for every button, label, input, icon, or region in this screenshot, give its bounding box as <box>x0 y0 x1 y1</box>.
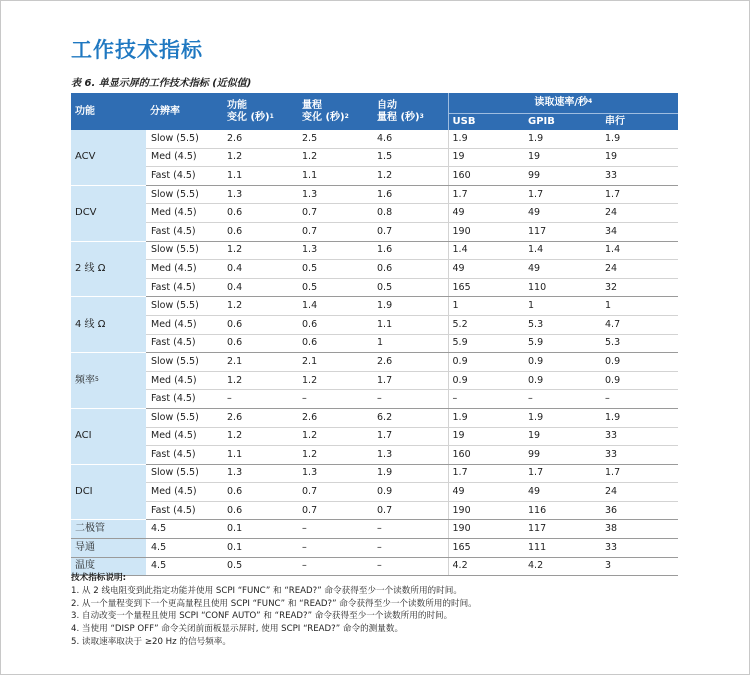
resolution-cell: Slow (5.5) <box>146 241 223 260</box>
usb-cell: 1.9 <box>448 130 524 148</box>
gpib-cell: 49 <box>524 483 601 502</box>
func-change-cell: 1.2 <box>223 297 298 316</box>
usb-cell: 5.2 <box>448 315 524 334</box>
serial-cell: 33 <box>601 427 678 446</box>
note-item: 3. 自动改变一个量程且使用 SCPI “CONF AUTO” 和 “READ?” 命令获得至少一个读数所用的时间。 <box>71 611 453 622</box>
table-row <box>71 408 678 427</box>
range-change-cell: – <box>298 520 373 539</box>
auto-range-cell: 1.6 <box>373 185 448 204</box>
gpib-cell: 0.9 <box>524 353 601 372</box>
serial-cell: 34 <box>601 222 678 241</box>
resolution-cell: Fast (4.5) <box>146 334 223 353</box>
func-change-cell: 0.6 <box>223 483 298 502</box>
serial-cell: 33 <box>601 446 678 465</box>
serial-cell: 32 <box>601 278 678 297</box>
serial-cell: 33 <box>601 539 678 558</box>
table-row <box>71 315 678 334</box>
table-row <box>71 483 678 502</box>
usb-cell: 0.9 <box>448 353 524 372</box>
auto-range-cell: 1.2 <box>373 167 448 186</box>
resolution-cell: Slow (5.5) <box>146 297 223 316</box>
serial-cell: 0.9 <box>601 353 678 372</box>
header-function: 功能 <box>71 93 146 130</box>
usb-cell: 1.9 <box>448 408 524 427</box>
table-row <box>71 167 678 186</box>
func-change-cell: 1.2 <box>223 427 298 446</box>
table-row <box>71 260 678 279</box>
gpib-cell: 111 <box>524 539 601 558</box>
range-change-cell: 1.2 <box>298 446 373 465</box>
range-change-cell: 1.3 <box>298 464 373 483</box>
func-change-cell: 2.1 <box>223 353 298 372</box>
table-row <box>71 130 678 148</box>
func-change-cell: 0.4 <box>223 260 298 279</box>
table-row <box>71 539 678 558</box>
resolution-cell: Fast (4.5) <box>146 501 223 520</box>
func-change-cell: 2.6 <box>223 408 298 427</box>
resolution-cell: Fast (4.5) <box>146 390 223 409</box>
usb-cell: 49 <box>448 204 524 223</box>
serial-cell: 24 <box>601 483 678 502</box>
header-serial: 串行 <box>601 114 678 131</box>
resolution-cell: Fast (4.5) <box>146 446 223 465</box>
serial-cell: – <box>601 390 678 409</box>
range-change-cell: 2.1 <box>298 353 373 372</box>
gpib-cell: 117 <box>524 222 601 241</box>
gpib-cell: 99 <box>524 167 601 186</box>
gpib-cell: 19 <box>524 427 601 446</box>
func-change-cell: 2.6 <box>223 130 298 148</box>
usb-cell: 190 <box>448 501 524 520</box>
usb-cell: 5.9 <box>448 334 524 353</box>
function-cell: DCI <box>71 464 146 520</box>
table-row <box>71 501 678 520</box>
table-row <box>71 278 678 297</box>
auto-range-cell: 1.3 <box>373 446 448 465</box>
header-gpib: GPIB <box>524 114 601 131</box>
usb-cell: 190 <box>448 222 524 241</box>
auto-range-cell: 1.5 <box>373 148 448 167</box>
header-usb: USB <box>448 114 524 131</box>
gpib-cell: – <box>524 390 601 409</box>
serial-cell: 36 <box>601 501 678 520</box>
gpib-cell: 0.9 <box>524 371 601 390</box>
usb-cell: – <box>448 390 524 409</box>
function-cell: 频率$^5$ <box>71 353 146 409</box>
header-auto-range: 自动 量程 (秒)$^3$ <box>373 93 448 130</box>
table-row <box>71 148 678 167</box>
range-change-cell: 0.7 <box>298 222 373 241</box>
function-cell: DCV <box>71 185 146 241</box>
table-row <box>71 464 678 483</box>
function-cell: ACI <box>71 408 146 464</box>
range-change-cell: – <box>298 390 373 409</box>
table-caption: 表 6. 单显示屏的工作技术指标 (近似值) <box>71 78 252 89</box>
usb-cell: 49 <box>448 483 524 502</box>
range-change-cell: 0.7 <box>298 483 373 502</box>
serial-cell: 19 <box>601 148 678 167</box>
usb-cell: 190 <box>448 520 524 539</box>
func-change-cell: 1.1 <box>223 167 298 186</box>
gpib-cell: 1 <box>524 297 601 316</box>
function-cell: 4 线 Ω <box>71 297 146 353</box>
auto-range-cell: 1.9 <box>373 464 448 483</box>
range-change-cell: 2.6 <box>298 408 373 427</box>
usb-cell: 1 <box>448 297 524 316</box>
header-resolution: 分辨率 <box>146 93 223 130</box>
range-change-cell: 0.7 <box>298 501 373 520</box>
resolution-cell: Med (4.5) <box>146 148 223 167</box>
range-change-cell: 1.2 <box>298 427 373 446</box>
usb-cell: 1.7 <box>448 464 524 483</box>
function-cell: 温度 <box>71 557 146 576</box>
table-row <box>71 297 678 316</box>
range-change-cell: 2.5 <box>298 130 373 148</box>
resolution-cell: Slow (5.5) <box>146 408 223 427</box>
gpib-cell: 5.3 <box>524 315 601 334</box>
func-change-cell: 0.6 <box>223 204 298 223</box>
resolution-cell: Fast (4.5) <box>146 222 223 241</box>
gpib-cell: 117 <box>524 520 601 539</box>
spec-table <box>71 93 678 576</box>
function-cell: 2 线 Ω <box>71 241 146 297</box>
resolution-cell: Med (4.5) <box>146 427 223 446</box>
serial-cell: 4.7 <box>601 315 678 334</box>
gpib-cell: 49 <box>524 204 601 223</box>
resolution-cell: Slow (5.5) <box>146 464 223 483</box>
func-change-cell: 0.1 <box>223 520 298 539</box>
gpib-cell: 1.9 <box>524 408 601 427</box>
header-range-change: 量程 变化 (秒)$^2$ <box>298 93 373 130</box>
page-title: 工作技术指标 <box>71 38 203 62</box>
gpib-cell: 116 <box>524 501 601 520</box>
table-row <box>71 390 678 409</box>
usb-cell: 0.9 <box>448 371 524 390</box>
resolution-cell: Fast (4.5) <box>146 167 223 186</box>
range-change-cell: 0.7 <box>298 204 373 223</box>
usb-cell: 165 <box>448 278 524 297</box>
auto-range-cell: 2.6 <box>373 353 448 372</box>
serial-cell: 3 <box>601 557 678 576</box>
func-change-cell: 1.2 <box>223 148 298 167</box>
gpib-cell: 110 <box>524 278 601 297</box>
auto-range-cell: – <box>373 557 448 576</box>
gpib-cell: 1.4 <box>524 241 601 260</box>
range-change-cell: 0.6 <box>298 334 373 353</box>
func-change-cell: 0.4 <box>223 278 298 297</box>
serial-cell: 0.9 <box>601 371 678 390</box>
note-item: 1. 从 2 线电阻变到此指定功能并使用 SCPI “FUNC” 和 “READ?” 命令获得至少一个读数所用的时间。 <box>71 585 462 596</box>
function-cell: 导通 <box>71 539 146 558</box>
table-row <box>71 371 678 390</box>
usb-cell: 4.2 <box>448 557 524 576</box>
auto-range-cell: – <box>373 539 448 558</box>
range-change-cell: 0.5 <box>298 278 373 297</box>
table-row <box>71 427 678 446</box>
serial-cell: 1 <box>601 297 678 316</box>
usb-cell: 160 <box>448 167 524 186</box>
auto-range-cell: 0.8 <box>373 204 448 223</box>
serial-cell: 1.4 <box>601 241 678 260</box>
resolution-cell: Med (4.5) <box>146 315 223 334</box>
func-change-cell: 0.6 <box>223 222 298 241</box>
table-row <box>71 222 678 241</box>
resolution-cell: Med (4.5) <box>146 204 223 223</box>
usb-cell: 19 <box>448 148 524 167</box>
note-item: 5. 读取速率取决于 ≥20 Hz 的信号频率。 <box>71 636 231 647</box>
table-row <box>71 204 678 223</box>
gpib-cell: 1.7 <box>524 185 601 204</box>
resolution-cell: 4.5 <box>146 520 223 539</box>
serial-cell: 1.7 <box>601 464 678 483</box>
table-row <box>71 353 678 372</box>
func-change-cell: 0.6 <box>223 334 298 353</box>
range-change-cell: 0.6 <box>298 315 373 334</box>
range-change-cell: – <box>298 539 373 558</box>
usb-cell: 1.4 <box>448 241 524 260</box>
gpib-cell: 5.9 <box>524 334 601 353</box>
auto-range-cell: 1.1 <box>373 315 448 334</box>
serial-cell: 1.9 <box>601 130 678 148</box>
function-cell: ACV <box>71 130 146 185</box>
resolution-cell: Med (4.5) <box>146 260 223 279</box>
serial-cell: 38 <box>601 520 678 539</box>
serial-cell: 33 <box>601 167 678 186</box>
resolution-cell: 4.5 <box>146 557 223 576</box>
usb-cell: 1.7 <box>448 185 524 204</box>
usb-cell: 160 <box>448 446 524 465</box>
serial-cell: 5.3 <box>601 334 678 353</box>
func-change-cell: 0.6 <box>223 501 298 520</box>
note-item: 4. 当使用 “DISP OFF” 命令关闭前面板显示屏时, 使用 SCPI “READ?” 命令的测量数。 <box>71 624 404 635</box>
range-change-cell: 1.3 <box>298 241 373 260</box>
gpib-cell: 19 <box>524 148 601 167</box>
auto-range-cell: 0.7 <box>373 222 448 241</box>
notes-title: 技术指标说明: <box>71 573 126 583</box>
note-item: 2. 从一个量程变到下一个更高量程且使用 SCPI “FUNC” 和 “READ?” 命令获得至少一个读数所用的时间。 <box>71 598 477 609</box>
auto-range-cell: 4.6 <box>373 130 448 148</box>
usb-cell: 165 <box>448 539 524 558</box>
func-change-cell: 1.3 <box>223 464 298 483</box>
function-cell: 二极管 <box>71 520 146 539</box>
range-change-cell: 1.1 <box>298 167 373 186</box>
serial-cell: 1.7 <box>601 185 678 204</box>
auto-range-cell: – <box>373 520 448 539</box>
serial-cell: 24 <box>601 260 678 279</box>
range-change-cell: 1.4 <box>298 297 373 316</box>
gpib-cell: 1.7 <box>524 464 601 483</box>
auto-range-cell: 0.6 <box>373 260 448 279</box>
func-change-cell: 1.2 <box>223 241 298 260</box>
func-change-cell: – <box>223 390 298 409</box>
auto-range-cell: 1.7 <box>373 427 448 446</box>
usb-cell: 19 <box>448 427 524 446</box>
table-row <box>71 241 678 260</box>
range-change-cell: 1.2 <box>298 371 373 390</box>
range-change-cell: 1.3 <box>298 185 373 204</box>
header-reading-rate: 读取速率/秒$^4$ <box>448 93 678 114</box>
resolution-cell: 4.5 <box>146 539 223 558</box>
table-row <box>71 446 678 465</box>
serial-cell: 24 <box>601 204 678 223</box>
resolution-cell: Slow (5.5) <box>146 353 223 372</box>
table-row <box>71 520 678 539</box>
func-change-cell: 1.1 <box>223 446 298 465</box>
auto-range-cell: 1.6 <box>373 241 448 260</box>
resolution-cell: Med (4.5) <box>146 371 223 390</box>
resolution-cell: Med (4.5) <box>146 483 223 502</box>
header-func-change: 功能 变化 (秒)$^1$ <box>223 93 298 130</box>
range-change-cell: 1.2 <box>298 148 373 167</box>
spec-notes <box>71 572 691 649</box>
resolution-cell: Fast (4.5) <box>146 278 223 297</box>
resolution-cell: Slow (5.5) <box>146 185 223 204</box>
range-change-cell: – <box>298 557 373 576</box>
gpib-cell: 99 <box>524 446 601 465</box>
auto-range-cell: – <box>373 390 448 409</box>
auto-range-cell: 6.2 <box>373 408 448 427</box>
auto-range-cell: 1.7 <box>373 371 448 390</box>
spec-table-body <box>71 130 678 576</box>
usb-cell: 49 <box>448 260 524 279</box>
func-change-cell: 1.3 <box>223 185 298 204</box>
func-change-cell: 1.2 <box>223 371 298 390</box>
serial-cell: 1.9 <box>601 408 678 427</box>
gpib-cell: 4.2 <box>524 557 601 576</box>
func-change-cell: 0.6 <box>223 315 298 334</box>
gpib-cell: 49 <box>524 260 601 279</box>
func-change-cell: 0.1 <box>223 539 298 558</box>
auto-range-cell: 0.5 <box>373 278 448 297</box>
table-row <box>71 185 678 204</box>
notes-list <box>71 585 691 649</box>
table-row <box>71 334 678 353</box>
auto-range-cell: 0.9 <box>373 483 448 502</box>
func-change-cell: 0.5 <box>223 557 298 576</box>
resolution-cell: Slow (5.5) <box>146 130 223 148</box>
auto-range-cell: 0.7 <box>373 501 448 520</box>
gpib-cell: 1.9 <box>524 130 601 148</box>
range-change-cell: 0.5 <box>298 260 373 279</box>
auto-range-cell: 1 <box>373 334 448 353</box>
auto-range-cell: 1.9 <box>373 297 448 316</box>
